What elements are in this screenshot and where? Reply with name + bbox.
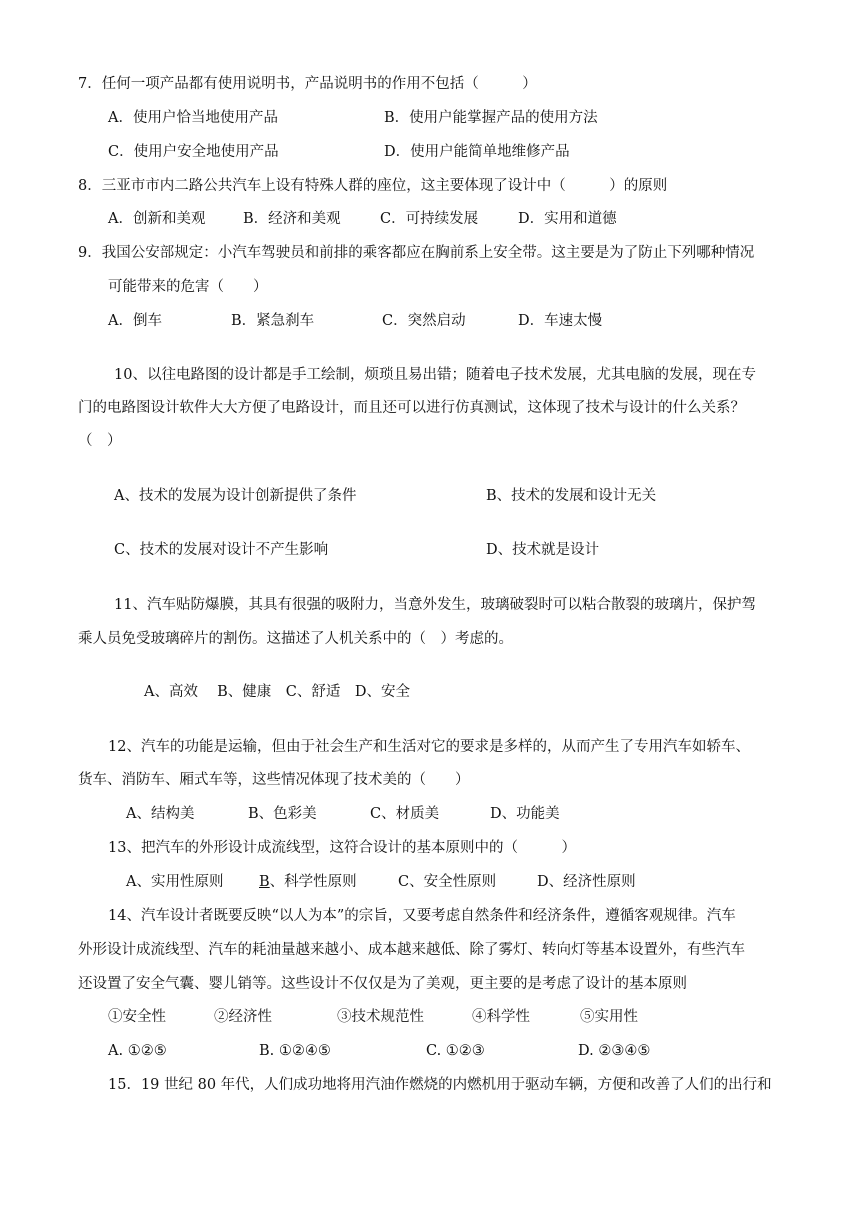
q10-stem-line3: （ ） — [78, 433, 122, 449]
q15-stem-line1: 15．19 世纪 80 年代，人们成功地将用汽油作燃烧的内燃机用于驱动车辆，方便和改善了人们的出行和 — [108, 1077, 772, 1093]
q14-option-c: C. ①②③ — [426, 1043, 485, 1059]
q14-item-2: ②经济性 — [214, 1009, 272, 1025]
q14-item-5: ⑤实用性 — [580, 1009, 638, 1025]
q13-option-b — [259, 872, 357, 892]
q8-option-c: C．可持续发展 — [380, 211, 479, 227]
q8-stem: 8．三亚市市内二路公共汽车上设有特殊人群的座位，这主要体现了设计中（ ）的原则 — [78, 178, 668, 194]
q13-option-c: C、安全性原则 — [398, 874, 497, 890]
q7-option-c: C．使用户安全地使用产品 — [108, 144, 279, 160]
q14-option-b: B. ①②④⑤ — [259, 1043, 331, 1059]
q12-option-c: C、材质美 — [370, 806, 440, 822]
q13-option-a: A、实用性原则 — [126, 874, 224, 890]
q8-option-a: A．创新和美观 — [108, 211, 206, 227]
q7-option-b: B．使用户能掌握产品的使用方法 — [384, 110, 598, 126]
q11-options: A、高效 B、健康 C、舒适 D、安全 — [144, 684, 410, 700]
q14-stem-line1: 14、汽车设计者既要反映“以人为本”的宗旨，又要考虑自然条件和经济条件，遵循客观规律。汽车 — [108, 908, 736, 924]
q9-option-a: A．倒车 — [108, 313, 162, 329]
q9-stem-line2: 可能带来的危害（ ） — [108, 279, 268, 295]
q7-option-d: D．使用户能简单地维修产品 — [384, 144, 570, 160]
q13-option-d: D、经济性原则 — [537, 874, 636, 890]
q13-stem: 13、把汽车的外形设计成流线型，这符合设计的基本原则中的（ ） — [108, 840, 576, 856]
q9-stem-line1: 9．我国公安部规定：小汽车驾驶员和前排的乘客都应在胸前系上安全带。这主要是为了防止下列哪种情况 — [78, 245, 755, 261]
q14-item-4: ④科学性 — [472, 1009, 530, 1025]
q14-stem-line3: 还设置了安全气囊、婴儿销等。这些设计不仅仅是为了美观，更主要的是考虑了设计的基本原则 — [78, 976, 687, 992]
q10-option-c: C、技术的发展对设计不产生影响 — [114, 542, 329, 558]
q14-item-3: ③技术规范性 — [337, 1009, 424, 1025]
q9-option-c: C．突然启动 — [382, 313, 466, 329]
q12-stem-line2: 货车、消防车、厢式车等，这些情况体现了技术美的（ ） — [78, 772, 470, 788]
q14-item-1: ①安全性 — [108, 1009, 166, 1025]
q14-option-d: D. ②③④⑤ — [578, 1043, 651, 1059]
q14-stem-line2: 外形设计成流线型、汽车的耗油量越来越小、成本越来越低、除了雾灯、转向灯等基本设置外，有些汽车 — [78, 942, 745, 958]
q10-stem-line1: 10、以往电路图的设计都是手工绘制，烦琐且易出错；随着电子技术发展，尤其电脑的发展，现在专 — [114, 367, 756, 383]
q8-option-d: D．实用和道德 — [518, 211, 617, 227]
q10-option-a: A、技术的发展为设计创新提供了条件 — [114, 488, 357, 504]
q10-option-d: D、技术就是设计 — [486, 542, 600, 558]
q8-option-b: B．经济和美观 — [243, 211, 341, 227]
q11-stem-line1: 11、汽车贴防爆膜，其具有很强的吸附力，当意外发生，玻璃破裂时可以粘合散裂的玻璃片，保护驾 — [114, 597, 756, 613]
q13-option-b-letter: B — [259, 874, 270, 890]
q12-option-a: A、结构美 — [126, 806, 195, 822]
q12-stem-line1: 12、汽车的功能是运输，但由于社会生产和生活对它的要求是多样的，从而产生了专用汽车如轿车、 — [108, 739, 750, 755]
q9-option-d: D．车速太慢 — [518, 313, 603, 329]
q10-stem-line2: 门的电路图设计软件大大方便了电路设计，而且还可以进行仿真测试，这体现了技术与设计的什么关系？ — [78, 400, 745, 416]
q11-stem-line2: 乘人员免受玻璃碎片的割伤。这描述了人机关系中的（ ）考虑的。 — [78, 631, 513, 647]
q12-option-b: B、色彩美 — [248, 806, 317, 822]
q7-option-a: A．使用户恰当地使用产品 — [108, 110, 278, 126]
q9-option-b: B．紧急刹车 — [231, 313, 315, 329]
q13-option-b-text: 、科学性原则 — [269, 874, 357, 890]
q10-option-b: B、技术的发展和设计无关 — [486, 488, 657, 504]
q14-option-a: A. ①②⑤ — [108, 1043, 167, 1059]
q7-stem: 7．任何一项产品都有使用说明书，产品说明书的作用不包括（ ） — [78, 76, 537, 92]
q12-option-d: D、功能美 — [490, 806, 560, 822]
